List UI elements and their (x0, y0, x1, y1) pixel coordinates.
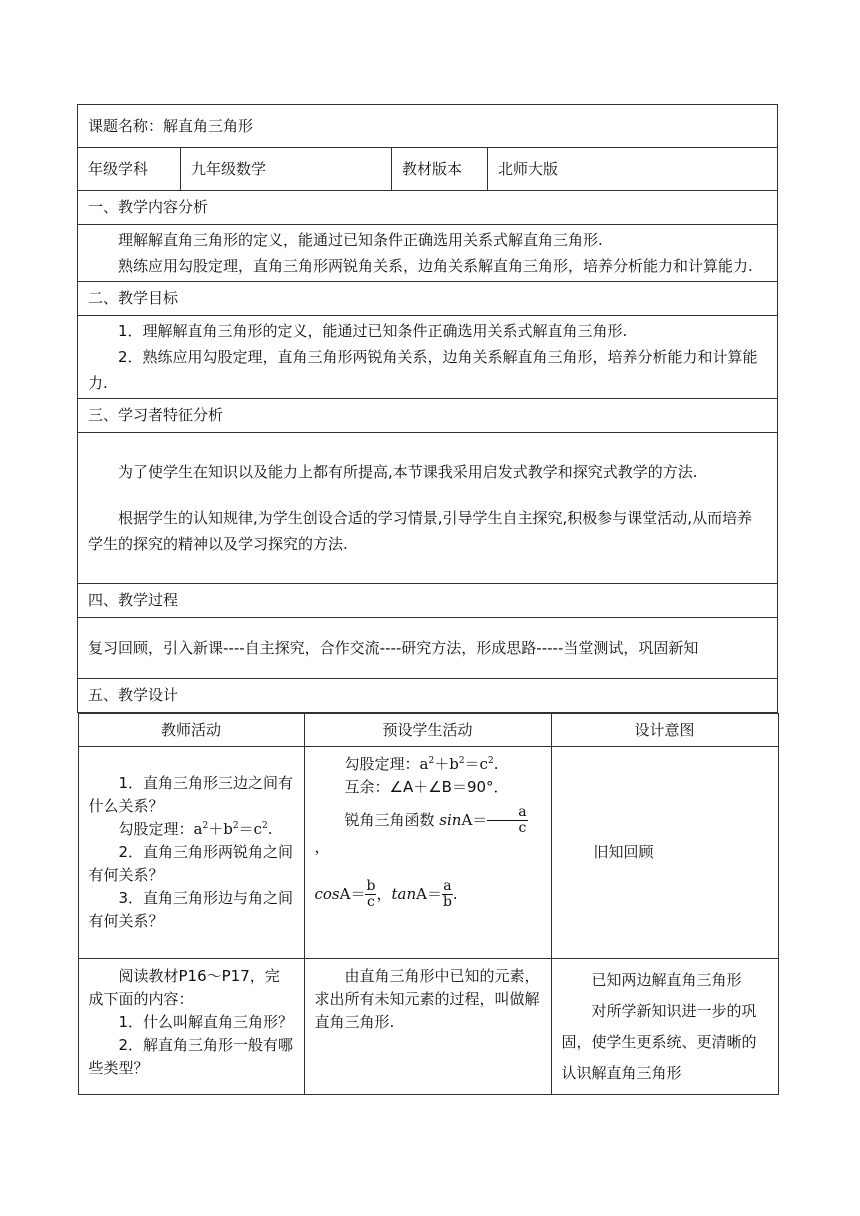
section-heading: 一、教学内容分析 (78, 191, 778, 225)
fraction-b-c: $\frac{b}{c}$ (366, 878, 376, 910)
design-wrapper (78, 713, 778, 1096)
section-heading: 四、教学过程 (78, 584, 778, 618)
intent-line: 已知两边解直角三角形 (591, 971, 742, 989)
grade-label: 年级学科 (78, 148, 181, 191)
fraction-a-b: $\frac{a}{b}$ (442, 878, 452, 910)
section-body (78, 316, 778, 399)
complement-line: 互余：∠A＋∠B＝90°． (344, 778, 509, 796)
intent-1: 旧知回顾 (551, 747, 778, 959)
title-label: 课题名称： (88, 116, 164, 135)
student-activity-2 (304, 959, 551, 1095)
question: 阅读教材P16～P17，完成下面的内容： (88, 967, 280, 1008)
col-header-intent: 设计意图 (551, 714, 778, 747)
paragraph: 1．理解解直角三角形的定义，能通过已知条件正确选用关系式解直角三角形. (118, 322, 628, 340)
question: 2．直角三角形两锐角之间有何关系？ (88, 843, 294, 884)
section-heading: 二、教学目标 (78, 282, 778, 316)
cos-tan-line: cosA＝ $\frac{b}{c}$ ，tanA＝ $\frac{a}{b}$ . (314, 878, 458, 910)
answer-line: 勾股定理：$a^2+b^2=c^2$. (118, 820, 273, 838)
edition-value: 北师大版 (488, 148, 778, 191)
col-header-teacher: 教师活动 (78, 714, 304, 747)
student-activity-1 (304, 747, 551, 959)
section-heading: 五、教学设计 (78, 679, 778, 713)
title-value: 解直角三角形 (163, 116, 254, 135)
paragraph: 2．熟练应用勾股定理，直角三角形两锐角关系，边角关系解直角三角形，培养分析能力和计算能力. (88, 348, 758, 392)
teacher-activity-1 (78, 747, 304, 959)
grade-value: 九年级数学 (181, 148, 392, 191)
section-body (78, 433, 778, 584)
fraction-a-c: $\frac{a}{c}$ (487, 805, 527, 836)
paragraph: 熟练应用勾股定理，直角三角形两锐角关系，边角关系解直角三角形，培养分析能力和计算能力. (118, 257, 753, 275)
pythagoras-line: 勾股定理：$a^2+b^2=c^2$. (344, 755, 499, 773)
lesson-table (77, 104, 778, 1095)
paragraph: 根据学生的认知规律,为学生创设合适的学习情景,引导学生自主探究,积极参与课堂活动,从而培养学生的探究的精神以及学习探究的方法. (88, 509, 753, 553)
process-text: 复习回顾，引入新课----自主探究，合作交流----研究方法，形成思路-----当堂测试，巩固新知 (78, 618, 778, 679)
design-table (78, 713, 779, 1095)
intent-2 (551, 959, 778, 1095)
lesson-plan (77, 104, 777, 1095)
question: 1．直角三角形三边之间有什么关系？ (88, 774, 294, 815)
section-body (78, 225, 778, 282)
question: 2．解直角三角形一般有哪些类型？ (88, 1036, 294, 1077)
definition: 由直角三角形中已知的元素，求出所有未知元素的过程，叫做解直角三角形. (314, 967, 540, 1031)
paragraph: 为了使学生在知识以及能力上都有所提高,本节课我采用启发式教学和探究式教学的方法. (118, 463, 698, 481)
teacher-activity-2 (78, 959, 304, 1095)
col-header-student: 预设学生活动 (304, 714, 551, 747)
intent-line: 对所学新知识进一步的巩固，使学生更系统、更清晰的认识解直角三角形 (561, 1002, 757, 1082)
paragraph: 理解解直角三角形的定义，能通过已知条件正确选用关系式解直角三角形. (118, 231, 603, 249)
question: 3．直角三角形边与角之间有何关系？ (88, 889, 294, 930)
question: 1．什么叫解直角三角形？ (118, 1013, 294, 1031)
edition-label: 教材版本 (392, 148, 488, 191)
sine-line: 锐角三角函数 sinA＝ $\frac{a}{c}$ ， (314, 804, 527, 856)
title-cell (78, 105, 778, 148)
section-heading: 三、学习者特征分析 (78, 399, 778, 433)
